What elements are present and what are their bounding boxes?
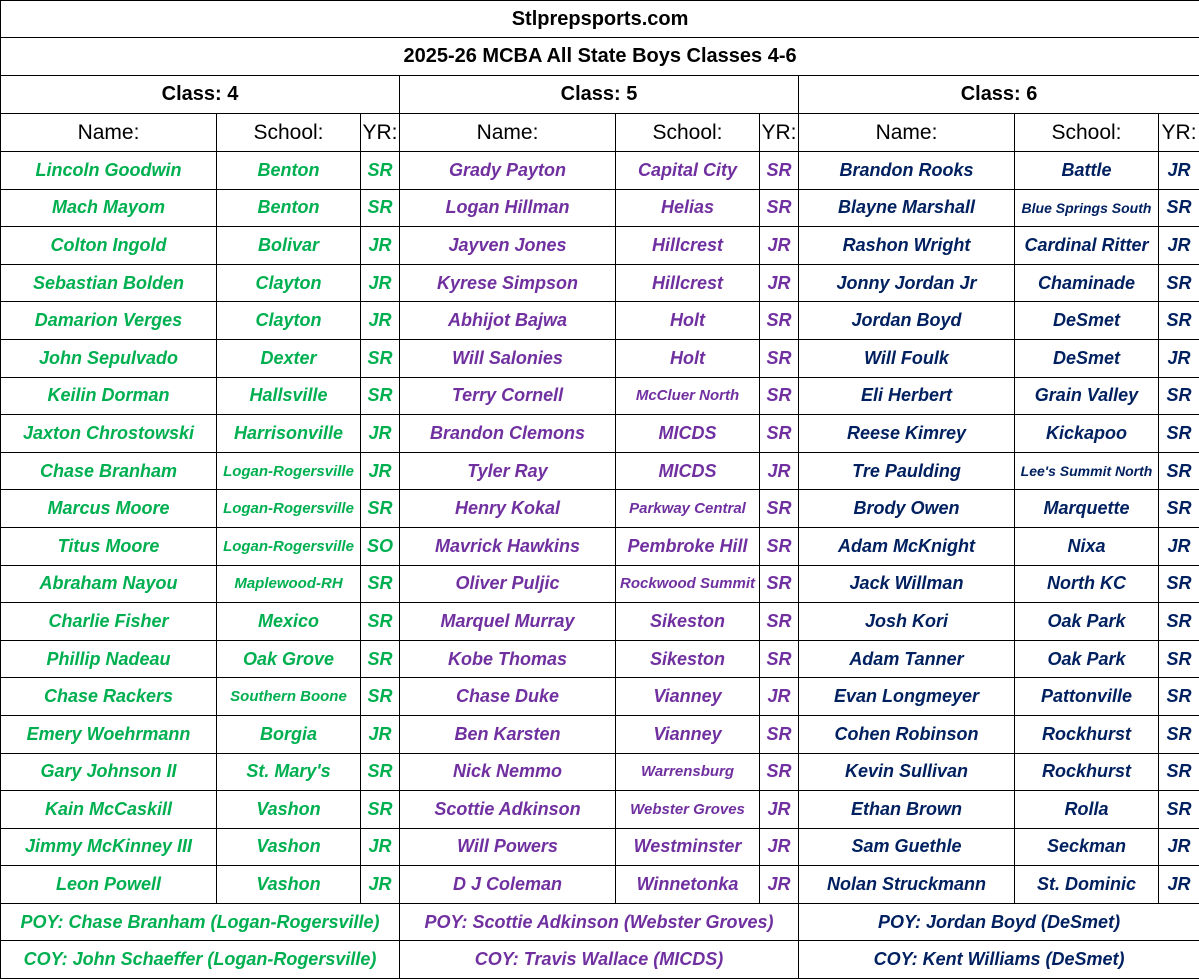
- site-title: Stlprepsports.com: [1, 1, 1199, 38]
- player-yr: SR: [361, 490, 400, 528]
- table-row: [1, 640, 1199, 678]
- player-school: North KC: [1015, 565, 1159, 603]
- table-row: [1, 527, 1199, 565]
- player-school: Bolivar: [217, 227, 361, 265]
- player-name: Eli Herbert: [799, 377, 1015, 415]
- player-school: St. Dominic: [1015, 866, 1159, 904]
- player-yr: JR: [361, 264, 400, 302]
- player-school: Sikeston: [616, 640, 760, 678]
- player-name: Jimmy McKinney III: [1, 828, 217, 866]
- player-name: Adam McKnight: [799, 527, 1015, 565]
- player-school: Logan-Rogersville: [217, 452, 361, 490]
- table-row: [1, 678, 1199, 716]
- player-yr: SR: [361, 189, 400, 227]
- player-name: Will Foulk: [799, 339, 1015, 377]
- table-row: [1, 377, 1199, 415]
- player-school: Winnetonka: [616, 866, 760, 904]
- player-yr: SR: [760, 640, 799, 678]
- player-yr: SR: [1159, 678, 1199, 716]
- table-row: [1, 264, 1199, 302]
- player-yr: SR: [1159, 753, 1199, 791]
- player-yr: JR: [361, 715, 400, 753]
- player-school: DeSmet: [1015, 339, 1159, 377]
- player-school: Kickapoo: [1015, 415, 1159, 453]
- player-school: Pembroke Hill: [616, 527, 760, 565]
- column-header-yr: YR:: [361, 114, 400, 152]
- player-name: Blayne Marshall: [799, 189, 1015, 227]
- class-5-coy: COY: Travis Wallace (MICDS): [400, 941, 799, 979]
- class-4-poy: POY: Chase Branham (Logan-Rogersville): [1, 903, 400, 941]
- player-school: Southern Boone: [217, 678, 361, 716]
- player-school: Vashon: [217, 866, 361, 904]
- player-name: Chase Rackers: [1, 678, 217, 716]
- player-yr: SR: [1159, 603, 1199, 641]
- player-name: Jonny Jordan Jr: [799, 264, 1015, 302]
- player-yr: JR: [361, 866, 400, 904]
- player-name: Sam Guethle: [799, 828, 1015, 866]
- player-name: Grady Payton: [400, 152, 616, 190]
- player-school: Nixa: [1015, 527, 1159, 565]
- player-school: Vianney: [616, 715, 760, 753]
- player-name: Emery Woehrmann: [1, 715, 217, 753]
- player-yr: SR: [361, 753, 400, 791]
- player-yr: SR: [361, 603, 400, 641]
- player-school: Cardinal Ritter: [1015, 227, 1159, 265]
- table-row: [1, 152, 1199, 190]
- player-name: Josh Kori: [799, 603, 1015, 641]
- table-row: [1, 753, 1199, 791]
- table-row: [1, 227, 1199, 265]
- player-school: Oak Grove: [217, 640, 361, 678]
- player-school: Benton: [217, 152, 361, 190]
- player-yr: JR: [760, 264, 799, 302]
- player-name: Lincoln Goodwin: [1, 152, 217, 190]
- player-school: Seckman: [1015, 828, 1159, 866]
- player-name: Jaxton Chrostowski: [1, 415, 217, 453]
- player-name: Kobe Thomas: [400, 640, 616, 678]
- player-name: Nolan Struckmann: [799, 866, 1015, 904]
- player-name: Ben Karsten: [400, 715, 616, 753]
- player-school: Rockhurst: [1015, 753, 1159, 791]
- player-yr: SR: [361, 152, 400, 190]
- player-school: Rockhurst: [1015, 715, 1159, 753]
- player-school: Lee's Summit North: [1015, 452, 1159, 490]
- player-name: Tyler Ray: [400, 452, 616, 490]
- player-yr: SR: [1159, 377, 1199, 415]
- player-name: Mavrick Hawkins: [400, 527, 616, 565]
- table-row: [1, 189, 1199, 227]
- player-school: Logan-Rogersville: [217, 527, 361, 565]
- column-header-school: School:: [217, 114, 361, 152]
- player-school: Clayton: [217, 264, 361, 302]
- player-school: Capital City: [616, 152, 760, 190]
- player-name: Rashon Wright: [799, 227, 1015, 265]
- player-yr: SR: [1159, 264, 1199, 302]
- player-school: DeSmet: [1015, 302, 1159, 340]
- player-yr: SR: [760, 753, 799, 791]
- column-header-name: Name:: [400, 114, 616, 152]
- column-header-name: Name:: [799, 114, 1015, 152]
- player-yr: JR: [361, 828, 400, 866]
- table-row: [1, 866, 1199, 904]
- player-name: Damarion Verges: [1, 302, 217, 340]
- player-yr: SR: [760, 339, 799, 377]
- player-yr: SR: [1159, 490, 1199, 528]
- player-yr: JR: [1159, 828, 1199, 866]
- player-name: Evan Longmeyer: [799, 678, 1015, 716]
- player-yr: SR: [760, 490, 799, 528]
- player-yr: SR: [361, 377, 400, 415]
- player-name: Henry Kokal: [400, 490, 616, 528]
- player-yr: SR: [760, 377, 799, 415]
- column-header-school: School:: [616, 114, 760, 152]
- player-name: Kyrese Simpson: [400, 264, 616, 302]
- player-name: Marcus Moore: [1, 490, 217, 528]
- player-school: Vashon: [217, 828, 361, 866]
- player-yr: SR: [361, 791, 400, 829]
- player-name: Cohen Robinson: [799, 715, 1015, 753]
- player-school: Vianney: [616, 678, 760, 716]
- table-row: [1, 415, 1199, 453]
- poy-row: [1, 903, 1199, 941]
- player-school: St. Mary's: [217, 753, 361, 791]
- player-school: Benton: [217, 189, 361, 227]
- table-row: [1, 715, 1199, 753]
- player-name: D J Coleman: [400, 866, 616, 904]
- player-name: Brody Owen: [799, 490, 1015, 528]
- player-name: Leon Powell: [1, 866, 217, 904]
- table-row: [1, 339, 1199, 377]
- player-school: MICDS: [616, 415, 760, 453]
- player-name: Chase Branham: [1, 452, 217, 490]
- player-name: Jordan Boyd: [799, 302, 1015, 340]
- player-name: Adam Tanner: [799, 640, 1015, 678]
- player-school: Harrisonville: [217, 415, 361, 453]
- player-yr: SR: [361, 339, 400, 377]
- player-yr: JR: [361, 452, 400, 490]
- player-school: Holt: [616, 302, 760, 340]
- player-school: Sikeston: [616, 603, 760, 641]
- player-name: Keilin Dorman: [1, 377, 217, 415]
- column-header-name: Name:: [1, 114, 217, 152]
- player-name: Jack Willman: [799, 565, 1015, 603]
- player-school: MICDS: [616, 452, 760, 490]
- player-school: Maplewood-RH: [217, 565, 361, 603]
- player-school: Warrensburg: [616, 753, 760, 791]
- player-school: McCluer North: [616, 377, 760, 415]
- player-name: Nick Nemmo: [400, 753, 616, 791]
- player-yr: SR: [760, 302, 799, 340]
- player-yr: JR: [1159, 866, 1199, 904]
- player-yr: JR: [760, 227, 799, 265]
- player-school: Rolla: [1015, 791, 1159, 829]
- player-name: Terry Cornell: [400, 377, 616, 415]
- player-name: Logan Hillman: [400, 189, 616, 227]
- player-name: Jayven Jones: [400, 227, 616, 265]
- player-yr: JR: [760, 828, 799, 866]
- player-yr: SR: [1159, 565, 1199, 603]
- player-yr: SR: [760, 152, 799, 190]
- player-school: Helias: [616, 189, 760, 227]
- player-school: Parkway Central: [616, 490, 760, 528]
- player-school: Borgia: [217, 715, 361, 753]
- player-school: Blue Springs South: [1015, 189, 1159, 227]
- player-school: Dexter: [217, 339, 361, 377]
- class-5-header: Class: 5: [400, 76, 799, 114]
- player-school: Chaminade: [1015, 264, 1159, 302]
- player-name: John Sepulvado: [1, 339, 217, 377]
- player-school: Battle: [1015, 152, 1159, 190]
- column-header-school: School:: [1015, 114, 1159, 152]
- player-name: Phillip Nadeau: [1, 640, 217, 678]
- player-name: Abhijot Bajwa: [400, 302, 616, 340]
- player-name: Titus Moore: [1, 527, 217, 565]
- player-yr: JR: [1159, 227, 1199, 265]
- table-row: [1, 490, 1199, 528]
- player-school: Clayton: [217, 302, 361, 340]
- player-yr: SO: [361, 527, 400, 565]
- player-school: Grain Valley: [1015, 377, 1159, 415]
- player-yr: SR: [1159, 715, 1199, 753]
- table-title: 2025-26 MCBA All State Boys Classes 4-6: [1, 38, 1199, 76]
- player-school: Marquette: [1015, 490, 1159, 528]
- player-name: Ethan Brown: [799, 791, 1015, 829]
- player-yr: JR: [1159, 339, 1199, 377]
- player-name: Will Powers: [400, 828, 616, 866]
- player-yr: SR: [1159, 189, 1199, 227]
- player-yr: JR: [760, 791, 799, 829]
- player-school: Webster Groves: [616, 791, 760, 829]
- coy-row: [1, 941, 1199, 979]
- class-6-poy: POY: Jordan Boyd (DeSmet): [799, 903, 1199, 941]
- player-yr: JR: [1159, 152, 1199, 190]
- player-yr: JR: [760, 866, 799, 904]
- player-name: Charlie Fisher: [1, 603, 217, 641]
- player-yr: SR: [361, 565, 400, 603]
- player-school: Hallsville: [217, 377, 361, 415]
- player-name: Chase Duke: [400, 678, 616, 716]
- class-6-coy: COY: Kent Williams (DeSmet): [799, 941, 1199, 979]
- player-yr: SR: [1159, 302, 1199, 340]
- player-name: Oliver Puljic: [400, 565, 616, 603]
- player-yr: SR: [1159, 452, 1199, 490]
- player-school: Oak Park: [1015, 640, 1159, 678]
- player-yr: SR: [760, 565, 799, 603]
- player-name: Will Salonies: [400, 339, 616, 377]
- table-row: [1, 828, 1199, 866]
- player-school: Oak Park: [1015, 603, 1159, 641]
- player-school: Hillcrest: [616, 264, 760, 302]
- player-yr: JR: [760, 678, 799, 716]
- player-name: Gary Johnson II: [1, 753, 217, 791]
- player-name: Sebastian Bolden: [1, 264, 217, 302]
- player-yr: SR: [1159, 791, 1199, 829]
- player-name: Colton Ingold: [1, 227, 217, 265]
- player-name: Marquel Murray: [400, 603, 616, 641]
- player-yr: SR: [760, 715, 799, 753]
- player-name: Brandon Clemons: [400, 415, 616, 453]
- player-name: Reese Kimrey: [799, 415, 1015, 453]
- player-yr: SR: [361, 640, 400, 678]
- player-name: Mach Mayom: [1, 189, 217, 227]
- player-school: Pattonville: [1015, 678, 1159, 716]
- player-yr: JR: [361, 302, 400, 340]
- player-yr: SR: [1159, 640, 1199, 678]
- player-school: Rockwood Summit: [616, 565, 760, 603]
- player-school: Logan-Rogersville: [217, 490, 361, 528]
- player-yr: JR: [1159, 527, 1199, 565]
- player-yr: SR: [760, 603, 799, 641]
- player-school: Westminster: [616, 828, 760, 866]
- table-row: [1, 302, 1199, 340]
- player-school: Hillcrest: [616, 227, 760, 265]
- column-header-yr: YR:: [1159, 114, 1199, 152]
- player-name: Kain McCaskill: [1, 791, 217, 829]
- class-5-poy: POY: Scottie Adkinson (Webster Groves): [400, 903, 799, 941]
- player-school: Mexico: [217, 603, 361, 641]
- table-row: [1, 791, 1199, 829]
- player-yr: SR: [760, 527, 799, 565]
- player-name: Brandon Rooks: [799, 152, 1015, 190]
- table-row: [1, 452, 1199, 490]
- player-yr: SR: [760, 189, 799, 227]
- table-row: [1, 565, 1199, 603]
- player-yr: JR: [361, 415, 400, 453]
- player-school: Vashon: [217, 791, 361, 829]
- player-school: Holt: [616, 339, 760, 377]
- column-header-yr: YR:: [760, 114, 799, 152]
- table-row: [1, 603, 1199, 641]
- class-4-header: Class: 4: [1, 76, 400, 114]
- player-yr: SR: [760, 415, 799, 453]
- player-name: Scottie Adkinson: [400, 791, 616, 829]
- player-yr: JR: [361, 227, 400, 265]
- player-name: Tre Paulding: [799, 452, 1015, 490]
- class-4-coy: COY: John Schaeffer (Logan-Rogersville): [1, 941, 400, 979]
- player-yr: SR: [361, 678, 400, 716]
- class-6-header: Class: 6: [799, 76, 1199, 114]
- player-name: Kevin Sullivan: [799, 753, 1015, 791]
- player-yr: JR: [760, 452, 799, 490]
- player-yr: SR: [1159, 415, 1199, 453]
- player-name: Abraham Nayou: [1, 565, 217, 603]
